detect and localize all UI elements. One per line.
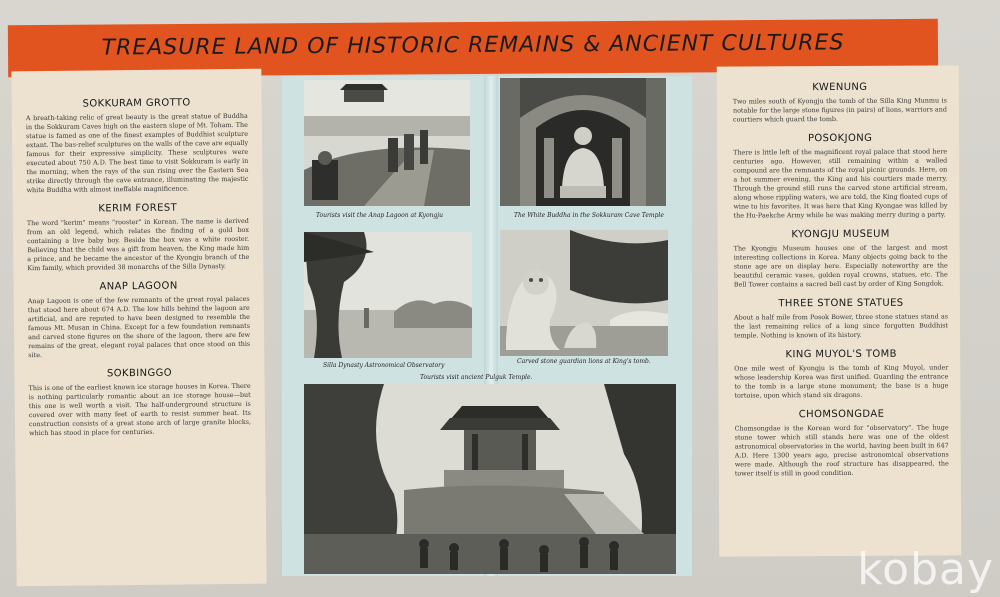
section-body: About a half mile from Posok Bower, three stone statues stand as the last remaining relics of a long since forgotten Buddhist temple. Nothing is known of its history.	[734, 312, 949, 340]
watermark-logo: kobay	[857, 544, 994, 595]
section-body: There is little left of the magnificent royal palace that stood here centuries ago. However, still remaining within a walled compound are the remnants of the royal picnic grounds. Here, on a hot summer evening, the King and his courtiers made merry. Through the ground still runs the carved stone artificial stream, along whose rippling waters, we are told, the King floated cups of wine to his favorites. It was here that King Kyongae was killed by the Hu-Paekche Army while he was making merry during a party.	[733, 147, 948, 220]
section-heading: KING MUYOL'S TOMB	[785, 348, 897, 361]
section-body: A breath-taking relic of great beauty is the great statue of Buddha in the Sokkuram Caves high on the eastern slope of Mt. Toham. The statue is famed as one of the finest examples of Buddhist sculpture extant. The bas-relief sculptures on the walls of the cave are equally famous for their expressive simplicity. These sculptures were executed about 750 A.D. The best time to visit Sokkuram is early in the morning, when the rays of the sun rising over the Eastern Sea strike directly through the cave entrance, illuminating the majestic white Buddha with almost ineffable magnificence.	[25, 111, 249, 195]
section-body: Two miles south of Kyongju the tomb of the Silla King Munmu is notable for the large stone figures (in pairs) of lions, warriors and courtiers which guard the tomb.	[732, 96, 947, 124]
left-column	[11, 69, 266, 587]
section-three-stone-statues	[734, 297, 948, 340]
section-body: Chomsongdae is the Korean word for "observatory". The huge stone tower which still stands here was one of the oldest astronomical observatories in the world, having been built in 647 A.D. Here 1300 years ago, precise astronomical observations were made. Although the roof structure has disappeared, the tower itself is still in good condition.	[734, 423, 949, 478]
section-body: This is one of the earliest known ice storage houses in Korea. There is nothing particularly romantic about an ice storage house—but this one is well worth a visit. The half-underground structure is covered over with many feet of earth to resist summer heat. Its construction consists of a great stone arch of large granite blocks, which has stood in place for centuries.	[28, 381, 252, 438]
section-sokkuram	[26, 97, 249, 195]
section-heading: KERIM FOREST	[98, 202, 178, 215]
section-heading: KYONGJU MUSEUM	[791, 228, 890, 241]
photo-observatory	[304, 232, 472, 358]
section-heading: SOKKURAM GROTTO	[82, 97, 191, 110]
section-kwenung	[733, 81, 947, 124]
section-sokbinggo	[28, 367, 251, 438]
section-chomsongdae	[735, 408, 949, 478]
section-body: One mile west of Kyongju is the tomb of King Muyol, under whose leadership Korea was first unified. Guarding the entrance to the tomb is a large stone monument; the base is a huge tortoise, upon which stand six dragons.	[734, 363, 949, 400]
right-column	[717, 65, 962, 556]
section-heading: CHOMSONGDAE	[798, 408, 885, 421]
section-heading: ANAP LAGOON	[99, 280, 178, 293]
banner-title: TREASURE LAND OF HISTORIC REMAINS & ANCIENT CULTURES	[101, 30, 845, 61]
caption-observatory: Silla Dynasty Astronomical Observatory	[323, 362, 445, 369]
caption-white-buddha: The White Buddha in the Sokkuram Cave Temple	[514, 212, 664, 219]
section-body: Anap Lagoon is one of the few remnants of the great royal palaces that stood here about 674 A.D. The low hills behind the lagoon are artificial, and are reputed to have been designed to resemble the famous Mt. Musan in China. Except for a few foundation remnants and carved stone figures on the shore of the lagoon, there are few remains of the great, elegant royal palaces that once stood on this site.	[27, 294, 251, 360]
caption-guardian-lions: Carved stone guardian lions at King's tomb.	[517, 358, 651, 365]
caption-pulguk-temple: Tourists visit ancient Pulguk Temple.	[420, 374, 533, 381]
section-heading: THREE STONE STATUES	[778, 297, 904, 310]
photo-white-buddha	[500, 78, 666, 206]
section-kyongju-museum	[734, 228, 948, 289]
section-body: The Kyongju Museum houses one of the largest and most interesting collections in Korea. Many objects going back to the stone age are on display here. Especially noteworthy are the beautiful ceramic vases, golden royal crowns, statues, etc. The Bell Tower contains a sacred bell cast by order of King Songdok.	[733, 243, 948, 289]
section-king-muyol-tomb	[734, 348, 948, 400]
section-body: The word "kerim" means "rooster" in Korean. The name is derived from an old legend, which relates the finding of a gold box containing a live baby boy. Beside the box was a white rooster. Believing that the child was a gift from heaven, the King made him a prince, and he became the ancestor of the Kyongju branch of the Kim family, which provided 38 monarchs of the Silla Dynasty.	[26, 216, 250, 273]
section-kerim	[27, 202, 250, 273]
section-heading: KWENUNG	[812, 81, 868, 94]
section-heading: POSOKJONG	[807, 132, 873, 145]
caption-anap-lagoon: Tourists visit the Anap Lagoon at Kyongju	[316, 212, 443, 219]
photo-anap-lagoon	[304, 80, 470, 206]
photo-guardian-lions	[500, 230, 668, 356]
section-heading: SOKBINGGO	[106, 367, 173, 380]
photo-pulguk-temple	[304, 384, 676, 574]
section-anap	[28, 280, 251, 360]
section-posokjong	[733, 132, 947, 220]
